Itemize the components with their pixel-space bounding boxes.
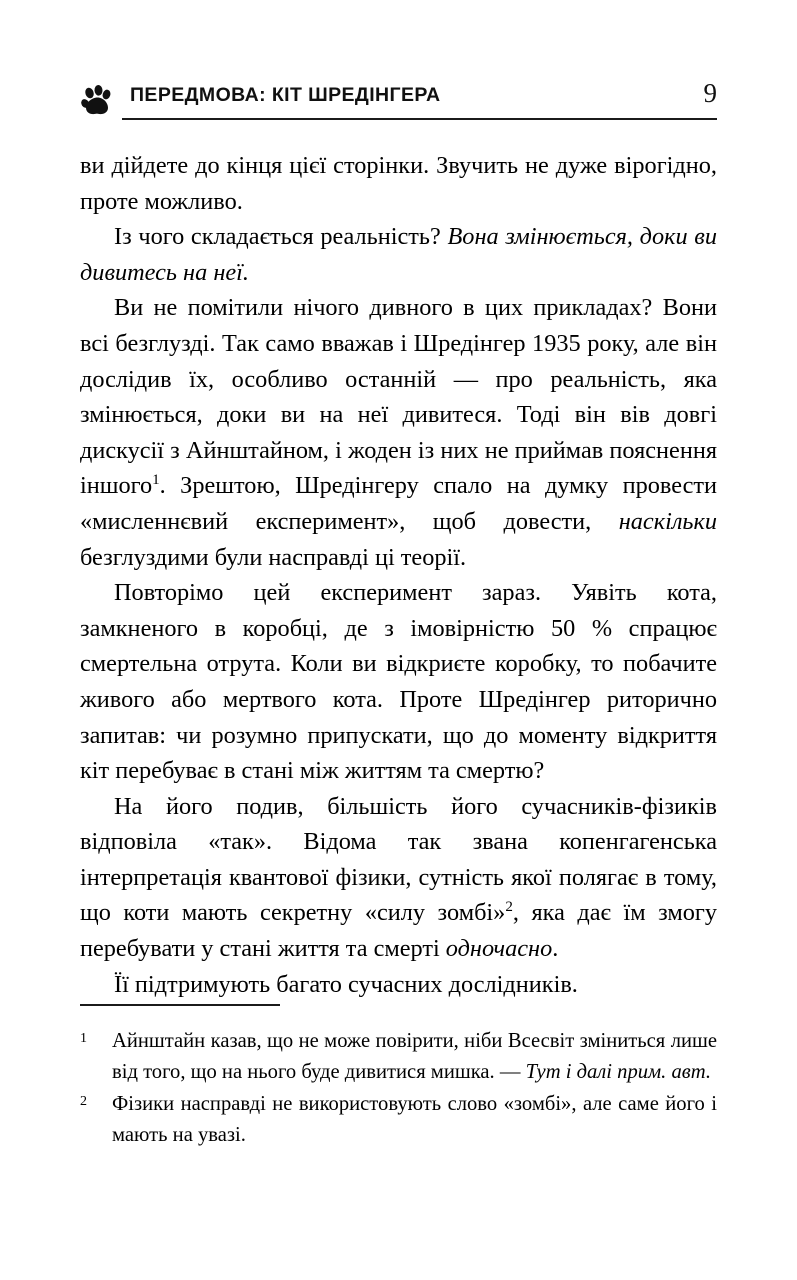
footnote-marker: 2 — [80, 1094, 87, 1109]
text-run: , яка дає їм змогу перебувати у стані життя та смерті — [80, 899, 717, 963]
text-run: Айнштайн казав, що не може повірити, ніби Всесвіт зміниться лише від того, що на нього буде дивитися мишка. — — [112, 1030, 717, 1083]
emphasis-text: Вона змінюється, доки ви дивитесь на неї. — [80, 223, 718, 286]
text-run: . Зрештою, Шредінгеру спало на думку провести «мисленнєвий експеримент», щоб довести, — [80, 472, 717, 535]
footnote — [80, 1089, 717, 1150]
running-head — [80, 78, 717, 124]
paragraph — [80, 789, 717, 967]
text-run: Фізики насправді не використовують слово «зомбі», але саме його і мають на увазі. — [112, 1093, 717, 1146]
text-run: ви дійдете до кінця цієї сторінки. Звучить не дуже вірогідно, проте можливо. — [80, 152, 717, 215]
text-run: Її підтримують багато сучасних дослідників. — [114, 970, 578, 998]
text-run: безглуздими були насправді ці теорії. — [80, 543, 467, 571]
header-divider — [122, 118, 717, 120]
footnote-reference[interactable]: 2 — [505, 899, 513, 916]
footnote-divider — [80, 1004, 280, 1006]
paw-print-icon — [80, 84, 114, 118]
paragraph — [80, 967, 717, 1003]
footnote-marker: 1 — [80, 1031, 87, 1046]
paragraph — [80, 575, 717, 789]
emphasis-text: одночасно — [445, 935, 553, 963]
footnote-reference[interactable]: 1 — [152, 472, 160, 489]
text-run: Повторімо цей експеримент зараз. Уявіть кота, замкненого в коробці, де з імовірністю 50 % спрацює смертельна отрута. Коли ви відкриєте коробку, то побачите живого або мертвого кота. Проте Шредінгер риторично запитав: чи розумно припускати, що до моменту відкриття кіт перебуває в стані між життям та смертю? — [80, 579, 717, 785]
emphasis-text: Тут і далі прим. авт. — [525, 1060, 711, 1083]
emphasis-text: наскільки — [618, 507, 717, 535]
text-run: Ви не помітили нічого дивного в цих прикладах? Вони всі безглузді. Так само вважав і Шредінгер 1935 року, але він дослідив їх, особливо останній — про реальність, яка змінюється, доки ви на неї дивитеся. Тоді він вів довгі дискусії з Айнштайном, і жоден із них не приймав пояснення іншого — [80, 294, 717, 500]
footnote — [80, 1026, 717, 1087]
paragraph — [80, 148, 717, 219]
paragraph — [80, 219, 717, 290]
page-number: 9 — [703, 78, 717, 108]
text-run: На його подив, більшість його сучасників-фізиків відповіла «так». Відома так звана копенгагенська інтерпретація квантової фізики, сутність якої полягає в тому, що коти мають секретну «силу зомбі» — [80, 792, 717, 927]
text-run: Із чого складається реальність? — [114, 223, 448, 251]
text-run: . — [552, 935, 559, 963]
footnotes-section — [80, 1004, 717, 1152]
chapter-title: ПЕРЕДМОВА: КІТ ШРЕДІНГЕРА — [130, 84, 441, 106]
paragraph — [80, 290, 717, 575]
page-body — [80, 148, 717, 1002]
